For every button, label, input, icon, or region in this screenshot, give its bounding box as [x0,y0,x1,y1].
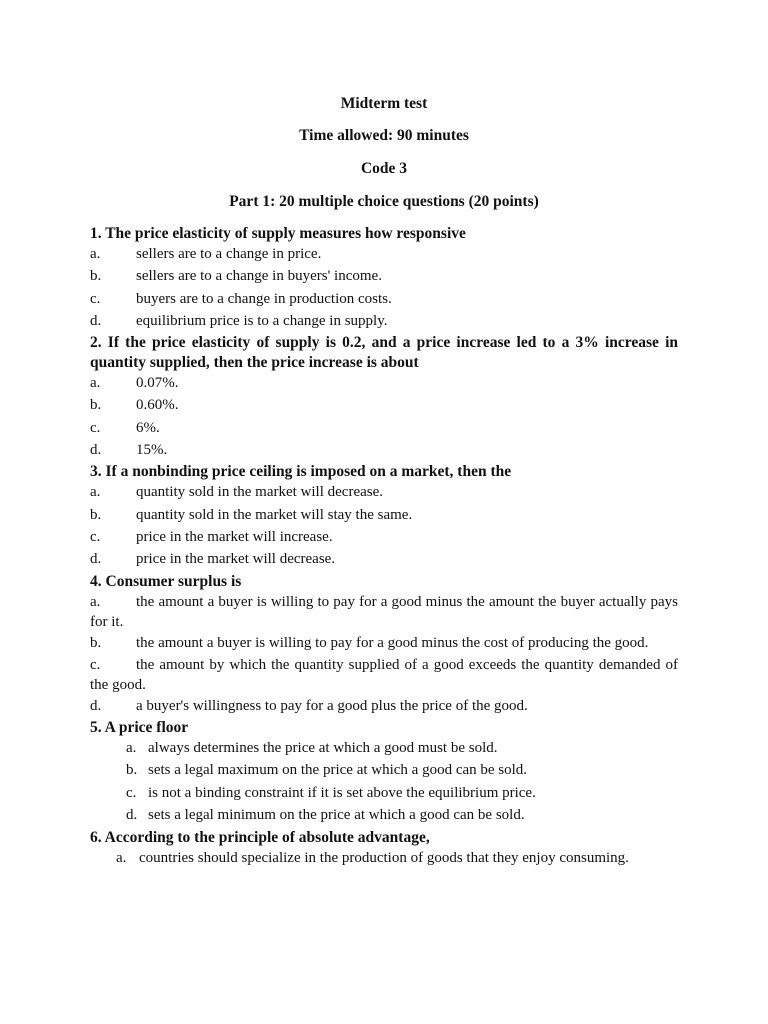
option-letter: b. [90,635,102,652]
option-text: sets a legal maximum on the price at which a good can be sold. [148,762,528,779]
question-text: 5. A price floor [90,718,189,736]
option-3c [90,527,678,547]
option-text: countries should specialize in the production of goods that they enjoy consuming. [139,849,629,866]
question-5 [90,718,678,826]
option-text: always determines the price at which a good must be sold. [148,739,498,756]
option-text: 15%. [136,442,168,459]
question-4 [90,572,678,717]
option-text: is not a binding constraint if it is set above the equilibrium price. [148,784,536,801]
option-3d [90,549,678,569]
option-letter: b. [90,506,102,523]
question-text: 2. If the price elasticity of supply is 0.2, and a price increase led to a 3% increase in quantity supplied, then the price increase is about [90,334,678,372]
option-letter: a. [90,484,101,501]
option-letter: d. [90,312,102,329]
exam-code: Code 3 [360,160,408,177]
option-2c [90,418,678,438]
option-1c [90,289,678,309]
option-4b [90,633,678,653]
option-letter: b. [126,762,138,779]
option-1a [90,244,678,264]
document-title: Midterm test [340,95,428,112]
option-letter: b. [90,268,102,285]
question-3 [90,462,678,569]
option-letter: a. [126,739,137,756]
time-allowed: Time allowed: 90 minutes [299,127,469,144]
option-letter: a. [90,246,101,262]
option-letter: d. [90,442,102,459]
option-text: sellers are to a change in price. [136,246,322,262]
option-4d [90,696,678,716]
option-text: the amount a buyer is willing to pay for a good minus the cost of producing the good. [136,635,649,652]
option-5b [126,760,678,780]
option-5c [126,783,678,803]
question-text: 6. According to the principle of absolute advantage, [90,828,430,846]
option-letter: c. [90,419,101,436]
option-text: 6%. [136,419,160,436]
questions-list [90,224,678,868]
option-4a [90,592,678,632]
option-2b [90,395,678,415]
option-letter: d. [90,551,102,568]
question-6 [90,828,678,868]
part-heading: Part 1: 20 multiple choice questions (20 points) [229,193,539,210]
question-2 [90,333,678,460]
option-letter: c. [90,290,101,307]
question-text: 3. If a nonbinding price ceiling is imposed on a market, then the [90,463,512,481]
option-text: buyers are to a change in production costs. [136,290,392,307]
option-text: equilibrium price is to a change in supply. [136,312,388,329]
option-letter: d. [90,698,102,715]
option-text: quantity sold in the market will decrease. [136,484,384,501]
option-letter: c. [126,784,137,801]
question-1 [90,224,678,331]
option-text: 0.60%. [136,397,179,414]
option-text: sellers are to a change in buyers' income. [136,268,382,285]
option-letter: a. [90,593,101,610]
option-6a [116,848,678,868]
option-text: price in the market will increase. [136,528,333,545]
option-2d [90,440,678,460]
option-letter: c. [90,656,101,673]
option-letter: a. [90,375,101,392]
option-letter: c. [90,528,101,545]
option-letter: d. [126,807,138,824]
option-2a [90,373,678,393]
option-text: quantity sold in the market will stay the same. [136,506,413,523]
option-letter: a. [116,849,127,866]
question-text: 1. The price elasticity of supply measures how responsive [90,225,466,242]
option-3b [90,505,678,525]
option-5d [126,805,678,825]
option-text: the amount a buyer is willing to pay for a good minus the amount the buyer actually pays for it. [90,593,678,630]
question-text: 4. Consumer surplus is [90,572,242,590]
option-text: the amount by which the quantity supplied of a good exceeds the quantity demanded of the good. [90,656,678,693]
option-4c [90,655,678,695]
option-letter: b. [90,397,102,414]
option-text: 0.07%. [136,375,179,392]
option-1d [90,311,678,331]
option-1b [90,266,678,286]
option-text: a buyer's willingness to pay for a good plus the price of the good. [136,698,528,715]
option-5a [126,738,678,758]
option-text: price in the market will decrease. [136,551,336,568]
option-3a [90,482,678,502]
option-text: sets a legal minimum on the price at which a good can be sold. [148,807,525,824]
